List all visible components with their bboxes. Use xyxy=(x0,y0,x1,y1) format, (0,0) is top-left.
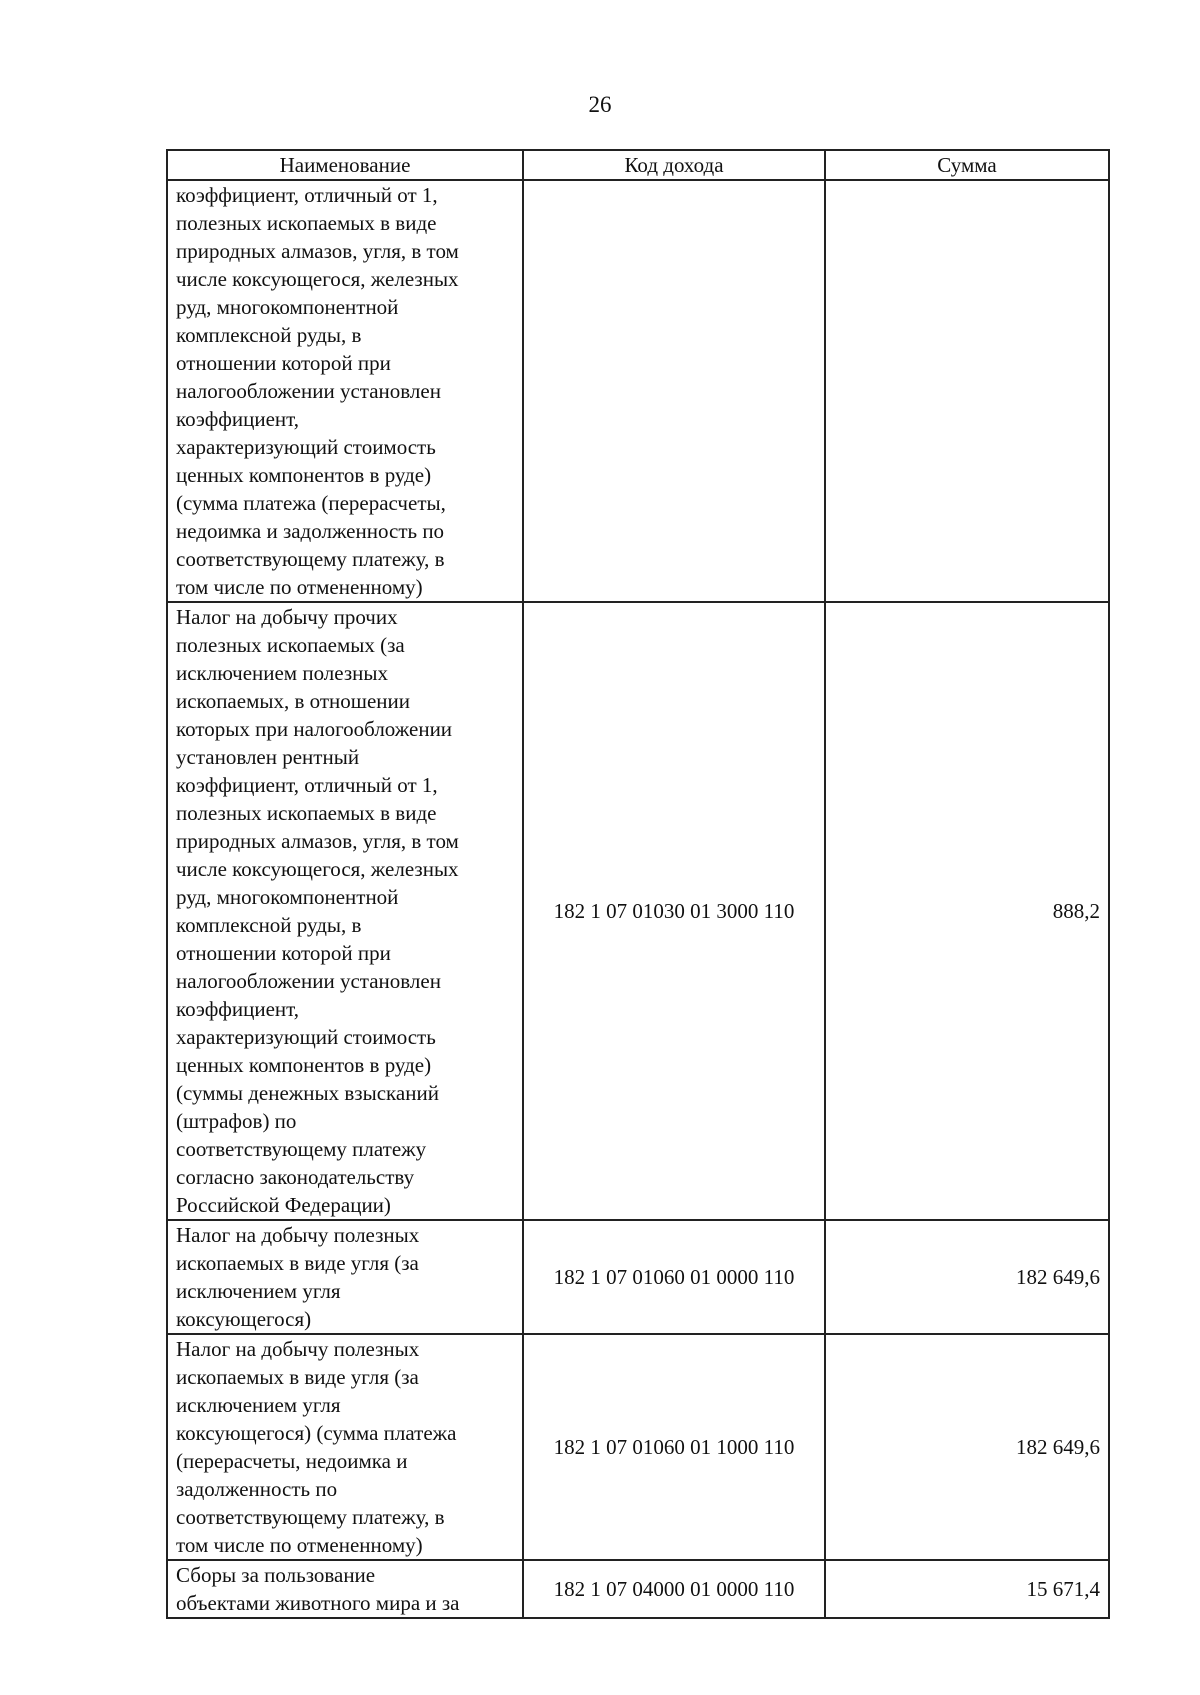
row-code xyxy=(523,180,825,602)
header-code: Код дохода xyxy=(523,150,825,180)
row-sum xyxy=(825,180,1109,602)
row-code: 182 1 07 01030 01 3000 110 xyxy=(523,602,825,1220)
row-code: 182 1 07 04000 01 0000 110 xyxy=(523,1560,825,1618)
table-row xyxy=(167,180,1109,602)
table-header-row xyxy=(167,150,1109,180)
table-row xyxy=(167,1560,1109,1618)
page-number: 26 xyxy=(588,92,612,117)
header-name: Наименование xyxy=(167,150,523,180)
table-row xyxy=(167,1334,1109,1560)
row-sum: 888,2 xyxy=(825,602,1109,1220)
revenue-table xyxy=(166,149,1110,1619)
row-name: Сборы за пользование объектами животного мира и за xyxy=(167,1560,523,1618)
row-name: коэффициент, отличный от 1, полезных ископаемых в виде природных алмазов, угля, в том числе коксующегося, железных руд, многокомпонентной комплексной руды, в отношении которой при налогообложении установлен коэффициент, характеризующий стоимость ценных компонентов в руде) (сумма платежа (перерасчеты, недоимка и задолженность по соответствующему платежу, в том числе по отмененному) xyxy=(167,180,523,602)
row-sum: 182 649,6 xyxy=(825,1220,1109,1334)
row-sum: 15 671,4 xyxy=(825,1560,1109,1618)
row-code: 182 1 07 01060 01 1000 110 xyxy=(523,1334,825,1560)
row-name: Налог на добычу полезных ископаемых в виде угля (за исключением угля коксующегося) (сумма платежа (перерасчеты, недоимка и задолженность по соответствующему платежу, в том числе по отмененному) xyxy=(167,1334,523,1560)
row-code: 182 1 07 01060 01 0000 110 xyxy=(523,1220,825,1334)
row-name: Налог на добычу прочих полезных ископаемых (за исключением полезных ископаемых, в отношении которых при налогообложении установлен рентный коэффициент, отличный от 1, полезных ископаемых в виде природных алмазов, угля, в том числе коксующегося, железных руд, многокомпонентной комплексной руды, в отношении которой при налогообложении установлен коэффициент, характеризующий стоимость ценных компонентов в руде) (суммы денежных взысканий (штрафов) по соответствующему платежу согласно законодательству Российской Федерации) xyxy=(167,602,523,1220)
row-name: Налог на добычу полезных ископаемых в виде угля (за исключением угля коксующегося) xyxy=(167,1220,523,1334)
table-row xyxy=(167,1220,1109,1334)
header-sum: Сумма xyxy=(825,150,1109,180)
table-row xyxy=(167,602,1109,1220)
row-sum: 182 649,6 xyxy=(825,1334,1109,1560)
